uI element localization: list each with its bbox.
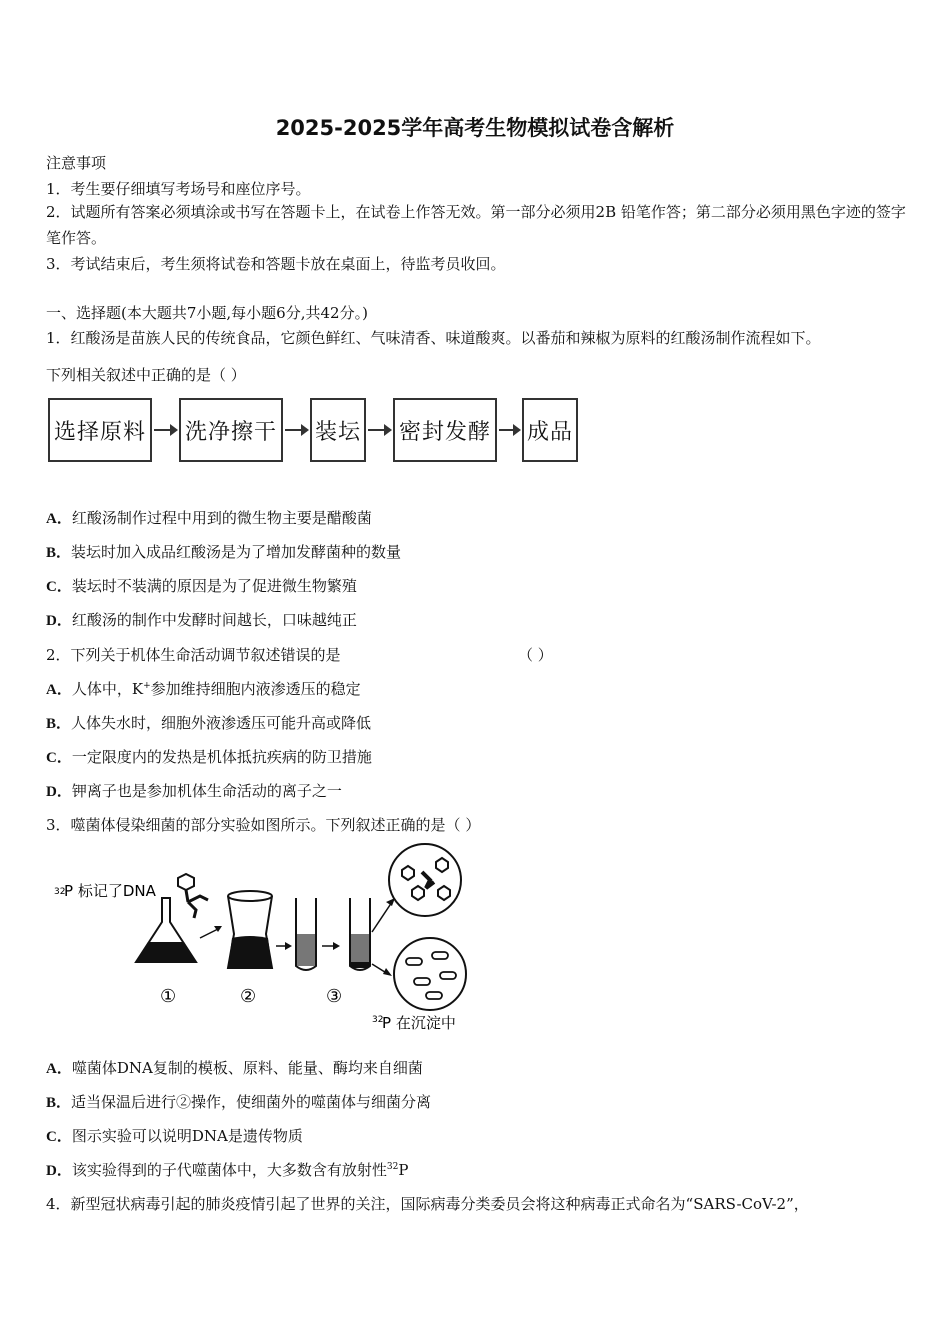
q3-option-d[interactable]: D．该实验得到的子代噬菌体中，大多数含有放射性$^{32}$P [46,1161,409,1179]
arrow [333,942,340,950]
page-title: 2025-2025学年高考生物模拟试卷含解析 [275,116,675,140]
answer-bracket: （ ） [518,646,553,664]
q2-option-c[interactable]: C．一定限度内的发热是机体抵抗疾病的防卫措施 [46,748,372,766]
arrow [285,942,292,950]
notice-item: 3．考试结束后，考生须将试卷和答题卡放在桌面上，待监考员收回。 [46,255,506,273]
q1-option-c[interactable]: C．装坛时不装满的原因是为了促进微生物繁殖 [46,577,357,595]
notice-item: 1．考生要仔细填写考场号和座位序号。 [46,180,311,198]
supernatant-circle-icon [389,844,461,916]
flask-icon [136,898,196,962]
flow-step-2: 洗净擦干 [179,398,283,462]
step-label-1: ① [160,986,177,1007]
q1-option-b[interactable]: B．装坛时加入成品红酸汤是为了增加发酵菌种的数量 [46,543,402,561]
notice-item: 2．试题所有答案必须填涂或书写在答题卡上，在试卷上作答无效。第一部分必须用2B 铅笔作答；第二部分必须用黑色字迹的签字笔作答。 [46,203,906,247]
pellet-circle-icon [394,938,466,1010]
q2-option-b[interactable]: B．人体失水时，细胞外液渗透压可能升高或降低 [46,714,372,732]
question-2-stem: 2．下列关于机体生命活动调节叙述错误的是 [46,646,341,664]
process-flow-diagram [48,393,588,471]
flow-arrow [154,429,176,431]
q1-option-d[interactable]: D．红酸汤的制作中发酵时间越长，口味越纯正 [46,611,357,629]
phage-icon [178,874,208,918]
test-tube-icon [350,898,370,970]
q3-option-c[interactable]: C．图示实验可以说明DNA是遗传物质 [46,1127,303,1145]
flow-step-5: 成品 [522,398,578,462]
q1-option-a[interactable]: A．红酸汤制作过程中用到的微生物主要是醋酸菌 [46,509,372,527]
isotope-superscript: 32 [372,1015,384,1025]
q3-option-b[interactable]: B．适当保温后进行②操作，使细菌外的噬菌体与细菌分离 [46,1093,432,1111]
q3-option-a[interactable]: A．噬菌体DNA复制的模板、原料、能量、酶均来自细菌 [46,1059,423,1077]
notice-heading: 注意事项 [46,154,107,172]
beaker-icon [228,891,272,968]
flow-step-4: 密封发酵 [393,398,497,462]
label-32p-pellet: P 在沉淀中 [382,1014,456,1032]
section-heading: 一、选择题(本大题共7小题,每小题6分,共42分。) [46,304,368,322]
question-3-stem: 3．噬菌体侵染细菌的部分实验如图所示。下列叙述正确的是（ ） [46,816,481,834]
question-1-prompt: 下列相关叙述中正确的是（ ） [46,366,246,384]
flow-arrow [285,429,307,431]
q2-option-a[interactable]: A．人体中，K+参加维持细胞内液渗透压的稳定 [46,680,361,698]
label-32p-dna: P 标记了DNA [64,882,156,900]
step-label-2: ② [240,986,257,1007]
q2-option-d[interactable]: D．钾离子也是参加机体生命活动的离子之一 [46,782,342,800]
flow-step-1: 选择原料 [48,398,152,462]
isotope-superscript: 32 [54,887,66,897]
flow-arrow [499,429,519,431]
arrow [383,968,392,976]
test-tube-icon [296,898,316,970]
phage-experiment-figure [50,842,480,1042]
step-label-3: ③ [326,986,343,1007]
flow-arrow [368,429,390,431]
question-4-stem: 4．新型冠状病毒引起的肺炎疫情引起了世界的关注，国际病毒分类委员会将这种病毒正式命名为“SARS-CoV-2”， [46,1195,809,1213]
question-1-stem: 1．红酸汤是苗族人民的传统食品，它颜色鲜红、气味清香、味道酸爽。以番茄和辣椒为原料的红酸汤制作流程如下。 [46,329,821,347]
flow-step-3: 装坛 [310,398,366,462]
